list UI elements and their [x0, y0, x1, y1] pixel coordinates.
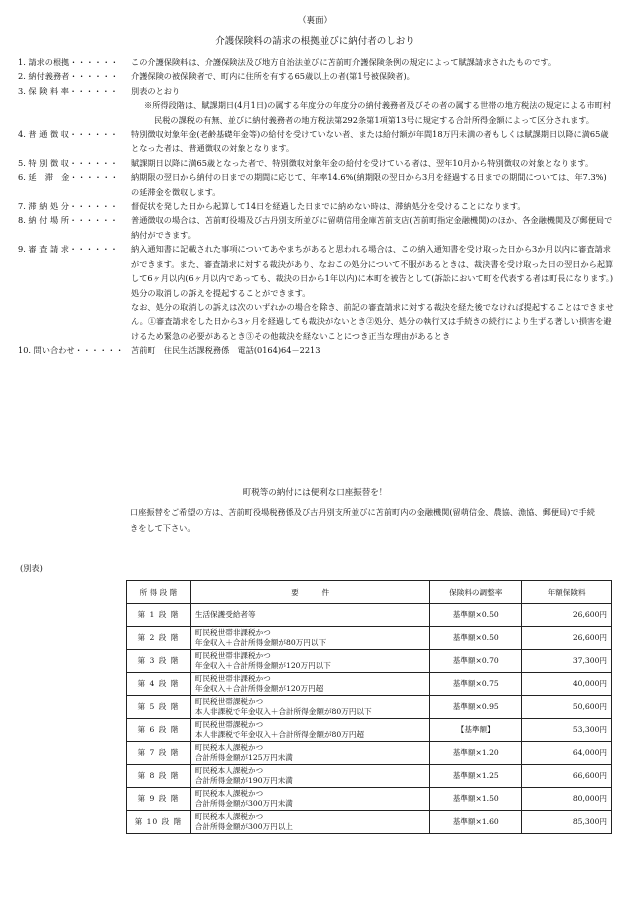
- cell-rate: [430, 696, 522, 719]
- table-row: [127, 604, 612, 627]
- cell-level: [127, 696, 191, 719]
- level-text: 第 5 段 階: [137, 702, 180, 711]
- req-line-1: 町民税本人課税かつ: [194, 812, 264, 821]
- req-line-1: 町民税本人課税かつ: [194, 743, 264, 752]
- item-text: 賦課期日以降に満65歳となった者で、特別徴収対象年金の給付を受けている者は、翌年10月から特別徴収の対象となります。: [131, 157, 594, 168]
- items-list: [18, 55, 614, 358]
- item-text: この介護保険料は、介護保険法及び地方自治法並びに苫前町介護保険条例の規定によって賦課請求されたものです。: [131, 57, 557, 67]
- cell-requirement: [190, 788, 429, 811]
- req-line-1: 町民税本人課税かつ: [194, 766, 264, 775]
- table-row: [127, 673, 612, 696]
- cell-fee: [522, 742, 612, 765]
- cell-requirement: [190, 627, 429, 650]
- fee-text: 40,000円: [572, 679, 607, 688]
- cell-fee: [522, 765, 612, 788]
- item-4: [18, 127, 614, 156]
- cell-fee: [522, 696, 612, 719]
- item-5: [18, 156, 614, 170]
- cell-rate: [430, 719, 522, 742]
- level-text: 第 7 段 階: [137, 748, 180, 757]
- cell-rate: [430, 673, 522, 696]
- fee-text: 26,600円: [572, 610, 607, 619]
- item-label: 6. 延 滞 金・・・・・・: [18, 172, 119, 183]
- req-line-2: 年金収入＋合計所得金額が80万円以下: [194, 638, 327, 647]
- annex-label: (別表): [20, 563, 43, 573]
- item-label: 7. 滞 納 処 分・・・・・・: [18, 201, 119, 212]
- req-line-1: 町民税本人課税かつ: [194, 789, 264, 798]
- premium-table: [126, 580, 612, 834]
- cell-level: [127, 650, 191, 673]
- item-text: 別表のとおり: [131, 85, 181, 96]
- req-line-2: 本人非課税で年金収入＋合計所得金額が80万円以下: [194, 707, 372, 716]
- cell-requirement: [190, 742, 429, 765]
- table-row: [127, 765, 612, 788]
- cell-rate: [430, 650, 522, 673]
- transfer-heading: 町税等の納付には便利な口座振替を！: [242, 488, 388, 498]
- req-line-1: 町民税世帯課税かつ: [194, 697, 264, 706]
- table-row: [127, 627, 612, 650]
- level-text: 第 8 段 階: [137, 771, 180, 780]
- item-7: [18, 199, 614, 213]
- item-8: [18, 213, 614, 242]
- fee-text: 64,000円: [572, 748, 607, 757]
- cell-fee: [522, 811, 612, 834]
- header-rate: 保険料の調整率: [430, 581, 522, 604]
- cell-requirement: [190, 673, 429, 696]
- cell-rate: [430, 765, 522, 788]
- item-label: 10. 問い合わせ・・・・・・: [18, 345, 124, 356]
- req-line-2: 合計所得金額が190万円未満: [194, 776, 293, 785]
- fee-text: 50,600円: [572, 702, 607, 711]
- cell-rate: [430, 742, 522, 765]
- cell-rate: [430, 627, 522, 650]
- table-row: [127, 811, 612, 834]
- rate-text: 基準額×1.20: [452, 748, 499, 757]
- table-row: [127, 742, 612, 765]
- cell-level: [127, 811, 191, 834]
- table-row: [127, 650, 612, 673]
- cell-fee: [522, 604, 612, 627]
- cell-level: [127, 719, 191, 742]
- req-line-2: 合計所得金額が125万円未満: [194, 753, 293, 762]
- req-line-1: 町民税世帯課税かつ: [194, 720, 264, 729]
- cell-level: [127, 673, 191, 696]
- item-label: 3. 保 険 料 率・・・・・・: [18, 85, 119, 96]
- rate-text: 基準額×0.50: [452, 633, 499, 642]
- cell-fee: [522, 627, 612, 650]
- fee-text: 26,600円: [572, 633, 607, 642]
- header-requirement: 要 件: [190, 581, 429, 604]
- rate-text: 基準額×0.50: [452, 610, 499, 619]
- req-line-1: 町民税世帯非課税かつ: [194, 651, 271, 660]
- cell-rate: [430, 811, 522, 834]
- rate-text: 基準額×1.60: [452, 817, 499, 826]
- req-line-2: 本人非課税で年金収入＋合計所得金額が80万円超: [194, 730, 365, 739]
- item-9: [18, 242, 614, 300]
- cell-fee: [522, 650, 612, 673]
- header-level: 所 得 段 階: [127, 581, 191, 604]
- rate-text: 基準額×1.50: [452, 794, 499, 803]
- fee-text: 85,300円: [572, 817, 607, 826]
- rate-text: 【基準額】: [456, 725, 495, 734]
- item-label: 9. 審 査 請 求・・・・・・: [18, 244, 119, 255]
- req-line-1: 町民税世帯非課税かつ: [194, 674, 271, 683]
- cell-requirement: [190, 719, 429, 742]
- fee-text: 53,300円: [572, 725, 607, 734]
- table-header-row: [127, 581, 612, 604]
- fee-text: 37,300円: [572, 656, 607, 665]
- cell-requirement: [190, 811, 429, 834]
- cell-requirement: [190, 604, 429, 627]
- table-row: [127, 719, 612, 742]
- cell-level: [127, 742, 191, 765]
- item-2: [18, 69, 614, 83]
- item-text: 特別徴収対象年金(老齢基礎年金等)の給付を受けていない者、または給付額が年間18万円未満の者もしくは賦課期日以降に満65歳となった者は、普通徴収の対象となります。: [131, 129, 609, 154]
- header-fee: 年額保険料: [522, 581, 612, 604]
- item-label: 4. 普 通 徴 収・・・・・・: [18, 129, 119, 140]
- cell-level: [127, 788, 191, 811]
- transfer-text: 口座振替をご希望の方は、苫前町役場税務係及び古丹別支所並びに苫前町内の金融機関(留萌信金、農協、漁協、郵便局)で手続きをして下さい。: [130, 507, 595, 533]
- req-line-1: 町民税世帯非課税かつ: [194, 628, 271, 637]
- back-side-label: （裏面）: [297, 16, 332, 26]
- item-label: 5. 特 別 徴 収・・・・・・: [18, 157, 119, 168]
- item-9-paragraph: なお、処分の取消しの訴えは次のいずれかの場合を除き、前記の審査請求に対する裁決を経た後でなければ提起することはできません。①審査請求をした日から3ヶ月を経過しても裁決がないとき②処分、処分の執行又は手続きの続行により生ずる著しい損害を避けるため緊急の必要があるとき③その他裁決を経ないことにつき正当な理由があるとき: [131, 301, 614, 341]
- item-label: 8. 納 付 場 所・・・・・・: [18, 215, 119, 226]
- req-line-2: 年金収入＋合計所得金額が120万円超: [194, 684, 324, 693]
- item-text: 苫前町 住民生活課税務係 電話(0164)64－2213: [131, 345, 321, 356]
- fee-text: 66,600円: [572, 771, 607, 780]
- level-text: 第 2 段 階: [137, 633, 180, 642]
- cell-requirement: [190, 650, 429, 673]
- level-text: 第 6 段 階: [137, 725, 180, 734]
- req-line-1: 生活保護受給者等: [194, 610, 256, 619]
- rate-text: 基準額×1.25: [452, 771, 499, 780]
- item-label: 2. 納付義務者・・・・・・: [18, 71, 119, 82]
- cell-fee: [522, 673, 612, 696]
- level-text: 第 4 段 階: [137, 679, 180, 688]
- item-text: 介護保険の被保険者で、町内に住所を有する65歳以上の者(第1号被保険者)。: [131, 71, 415, 82]
- cell-level: [127, 604, 191, 627]
- level-text: 第 10 段 階: [134, 817, 183, 826]
- rate-text: 基準額×0.75: [452, 679, 499, 688]
- item-3-note: ※所得段階は、賦課期日(4月1日)の属する年度分の年度分の納付義務者及びその者の属する世帯の地方税法の規定による市町村民税の課税の有無、並びに納付義務者の地方税法第292条第1項第13号に規定する合計所得金額によって区分されます。: [144, 100, 612, 125]
- req-line-2: 合計所得金額が300万円未満: [194, 799, 293, 808]
- rate-text: 基準額×0.95: [452, 702, 499, 711]
- item-text: 督促状を発した日から起算して14日を経過した日までに納めない時は、滞納処分を受けることになります。: [131, 201, 526, 212]
- cell-rate: [430, 788, 522, 811]
- req-line-2: 合計所得金額が300万円以上: [194, 822, 293, 831]
- item-3: [18, 84, 614, 98]
- item-1: [18, 55, 614, 69]
- fee-text: 80,000円: [572, 794, 607, 803]
- cell-level: [127, 765, 191, 788]
- item-label: 1. 請求の根拠・・・・・・: [18, 57, 119, 67]
- cell-requirement: [190, 696, 429, 719]
- rate-text: 基準額×0.70: [452, 656, 499, 665]
- cell-fee: [522, 788, 612, 811]
- item-text: 納入通知書に記載された事項についてあやまちがあると思われる場合は、この納入通知書を受け取った日から3か月以内に審査請求ができます。また、審査請求に対する裁決があり、なおこの処分について不服があるときは、裁決書を受け取った日の翌日から起算して6ヶ月以内(6ヶ月以内であっても、裁決の日から1年以内)に本町を被告として(訴訟において町を代表する者は町長になります。)処分の取消しの訴えを提起することができます。: [131, 244, 614, 298]
- item-text: 普通徴収の場合は、苫前町役場及び古丹別支所並びに留萌信用金庫苫前支店(苫前町指定金融機関)のほか、各金融機関及び郵便局で納付ができます。: [131, 215, 613, 240]
- document-title: 介護保険料の請求の根拠並びに納付者のしおり: [215, 36, 415, 47]
- item-text: 納期限の翌日から納付の日までの期間に応じて、年率14.6%(納期限の翌日から3月を経過する日までの期間については、年7.3%)の延滞金を徴収します。: [131, 172, 607, 197]
- item-6: [18, 170, 614, 199]
- cell-level: [127, 627, 191, 650]
- req-line-2: 年金収入＋合計所得金額が120万円以下: [194, 661, 331, 670]
- table-row: [127, 788, 612, 811]
- cell-rate: [430, 604, 522, 627]
- table-row: [127, 696, 612, 719]
- level-text: 第 1 段 階: [137, 610, 180, 619]
- cell-fee: [522, 719, 612, 742]
- level-text: 第 3 段 階: [137, 656, 180, 665]
- cell-requirement: [190, 765, 429, 788]
- item-10: [18, 343, 614, 357]
- level-text: 第 9 段 階: [137, 794, 180, 803]
